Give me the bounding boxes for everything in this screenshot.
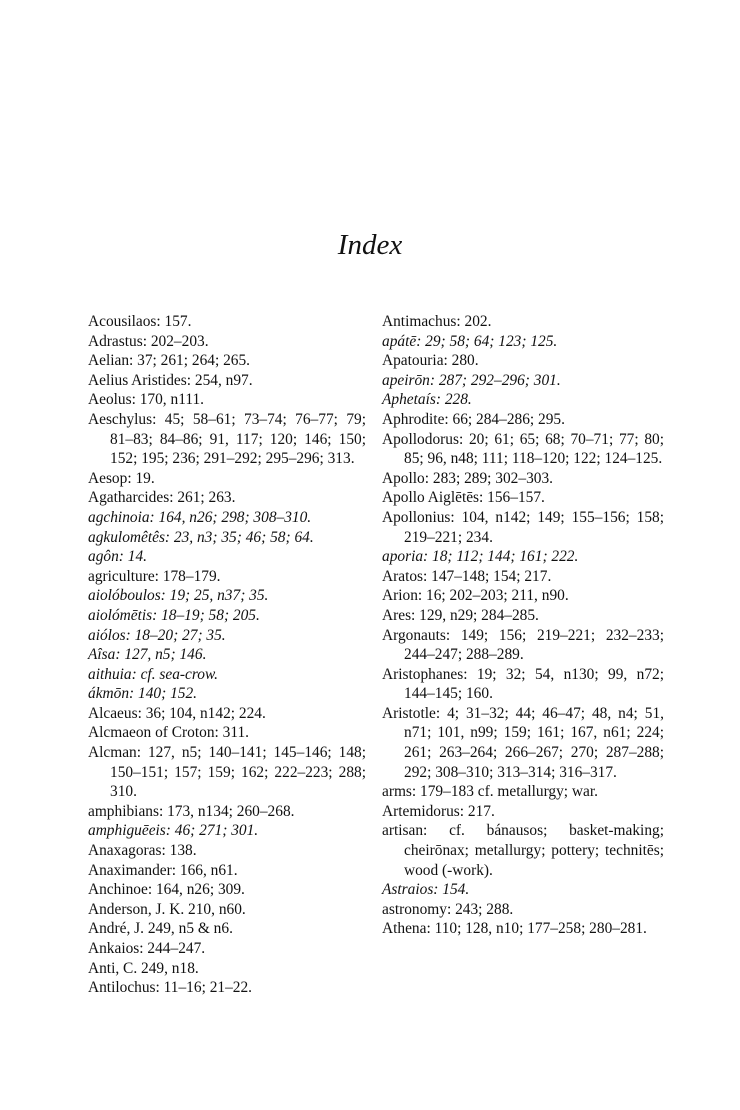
index-entry: Aphrodite: 66; 284–286; 295.: [382, 410, 565, 428]
index-entry: agkulomêtês: 23, n3; 35; 46; 58; 64.: [88, 528, 314, 546]
index-entry: André, J. 249, n5 & n6.: [88, 920, 233, 938]
index-column-left: [88, 312, 366, 998]
index-entry: Arion: 16; 202–203; 211, n90.: [382, 587, 569, 605]
index-entry: Acousilaos: 157.: [88, 313, 192, 330]
index-entry: Apatouria: 280.: [382, 352, 479, 370]
index-entry: Agatharcides: 261; 263.: [88, 489, 236, 507]
index-entry: Apollonius: 104, n142; 149; 155–156; 158; 219–221; 234.: [382, 508, 664, 546]
index-entry: Ares: 129, n29; 284–285.: [382, 606, 539, 624]
index-entry: Astraios: 154.: [382, 881, 470, 899]
index-entry: Aesop: 19.: [88, 469, 155, 487]
index-entry: Aristophanes: 19; 32; 54, n130; 99, n72; 144–145; 160.: [382, 665, 664, 703]
index-entry: amphibians: 173, n134; 260–268.: [88, 802, 295, 820]
index-entry: Aîsa: 127, n5; 146.: [88, 646, 207, 664]
index-entry: Alcman: 127, n5; 140–141; 145–146; 148; 150–151; 157; 159; 162; 222–223; 288; 310.: [88, 744, 366, 801]
index-entry: Anti, C. 249, n18.: [88, 959, 199, 977]
index-entry: Aeolus: 170, n111.: [88, 391, 204, 409]
index-entry: Artemidorus: 217.: [382, 802, 495, 820]
index-entry: Aphetaís: 228.: [382, 391, 472, 409]
index-entry: Aelius Aristides: 254, n97.: [88, 371, 253, 389]
index-entry: aiólos: 18–20; 27; 35.: [88, 626, 226, 644]
index-entry: apeirōn: 287; 292–296; 301.: [382, 371, 561, 389]
index-entry: agôn: 14.: [88, 548, 147, 566]
index-entry: ákmōn: 140; 152.: [88, 685, 197, 703]
index-entry: Anaxagoras: 138.: [88, 842, 197, 860]
index-entry: aiolómētis: 18–19; 58; 205.: [88, 606, 260, 624]
index-entry: aporia: 18; 112; 144; 161; 222.: [382, 548, 579, 566]
page-title: Index: [337, 229, 403, 261]
index-entry: Argonauts: 149; 156; 219–221; 232–233; 244–247; 288–289.: [382, 626, 664, 664]
index-entry: astronomy: 243; 288.: [382, 900, 514, 918]
index-entry: Apollo: 283; 289; 302–303.: [382, 469, 554, 487]
index-entry: Alcaeus: 36; 104, n142; 224.: [88, 704, 266, 722]
index-entry: Aeschylus: 45; 58–61; 73–74; 76–77; 79; 81–83; 84–86; 91, 117; 120; 146; 150; 152; 195; 236; 291–292; 295–296; 313.: [88, 410, 366, 468]
index-entry: apátē: 29; 58; 64; 123; 125.: [382, 332, 558, 350]
index-entry: agriculture: 178–179.: [88, 567, 221, 585]
index-entry: Ankaios: 244–247.: [88, 940, 206, 957]
index-entry: Alcmaeon of Croton: 311.: [88, 724, 250, 742]
index-entry: Aelian: 37; 261; 264; 265.: [88, 352, 251, 370]
index-entry: Antimachus: 202.: [382, 313, 492, 330]
index-entry: Anaximander: 166, n61.: [88, 861, 238, 879]
index-entry: Apollodorus: 20; 61; 65; 68; 70–71; 77; 80; 85; 96, n48; 111; 118–120; 122; 124–125.: [382, 430, 664, 468]
index-entry: amphiguēeis: 46; 271; 301.: [88, 822, 259, 840]
index-entry: Anchinoe: 164, n26; 309.: [88, 881, 245, 899]
index-entry: agchinoia: 164, n26; 298; 308–310.: [88, 508, 312, 526]
index-entry: aiolóboulos: 19; 25, n37; 35.: [88, 587, 269, 605]
index-entry: Adrastus: 202–203.: [88, 332, 209, 350]
index-entry: Athena: 110; 128, n10; 177–258; 280–281.: [382, 920, 647, 938]
index-entry: Aratos: 147–148; 154; 217.: [382, 567, 552, 585]
index-entry: Anderson, J. K. 210, n60.: [88, 900, 246, 918]
index-entry: Apollo Aiglētēs: 156–157.: [382, 489, 545, 507]
index-entry: Aristotle: 4; 31–32; 44; 46–47; 48, n4; 51, n71; 101, n99; 159; 161; 167, n61; 224; 261; 263–264; 266–267; 270; 287–288; 292; 308–310; 313–314; 316–317.: [382, 704, 664, 781]
index-entry: artisan: cf. bánausos; basket-making; cheirōnax; metallurgy; pottery; technitēs; wood (-work).: [382, 822, 664, 879]
index-entry: arms: 179–183 cf. metallurgy; war.: [382, 783, 598, 801]
index-column-right: [382, 312, 664, 939]
index-entry: aithuia: cf. sea-crow.: [88, 665, 218, 683]
index-entry: Antilochus: 11–16; 21–22.: [88, 979, 253, 997]
